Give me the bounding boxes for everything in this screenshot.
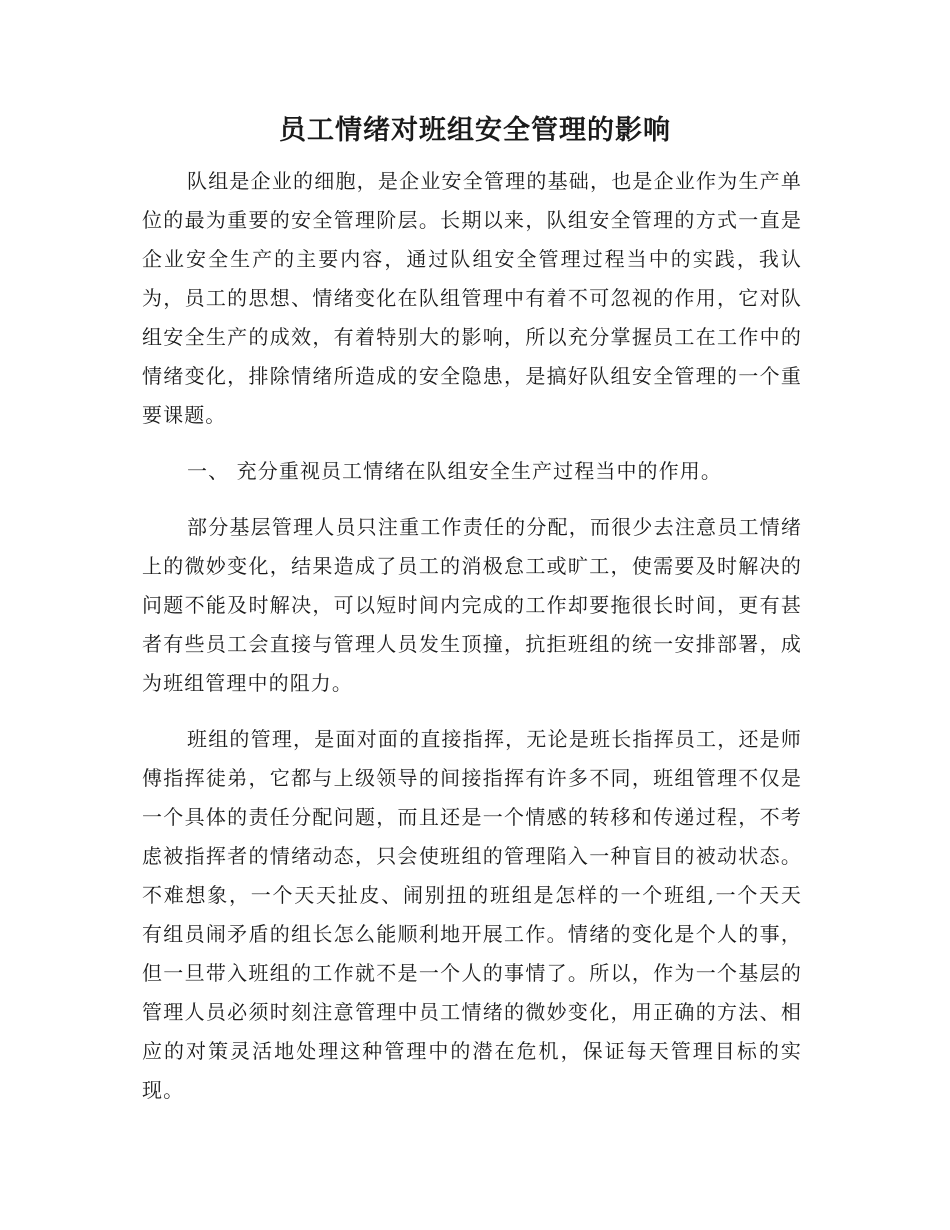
document-body bbox=[142, 162, 802, 1110]
document-title: 员工情绪对班组安全管理的影响 bbox=[279, 115, 671, 146]
paragraph-team-management: 班组的管理，是面对面的直接指挥，无论是班长指挥员工，还是师傅指挥徒弟，它都与上级领导的间接指挥有许多不同，班组管理不仅是一个具体的责任分配问题，而且还是一个情感的转移和传递过程，不考虑被指挥者的情绪动态，只会使班组的管理陷入一种盲目的被动状态。不难想象，一个天天扯皮、闹别扭的班组是怎样的一个班组,一个天天有组员闹矛盾的组长怎么能顺利地开展工作。情绪的变化是个人的事，但一旦带入班组的工作就不是一个人的事情了。所以，作为一个基层的管理人员必须时刻注意管理中员工情绪的微妙变化，用正确的方法、相应的对策灵活地处理这种管理中的潜在危机，保证每天管理目标的实现。 bbox=[142, 727, 802, 1102]
paragraph-management-focus: 部分基层管理人员只注重工作责任的分配，而很少去注意员工情绪上的微妙变化，结果造成了员工的消极怠工或旷工，使需要及时解决的问题不能及时解决，可以短时间内完成的工作却要拖很长时间，更有甚者有些员工会直接与管理人员发生顶撞，抗拒班组的统一安排部署，成为班组管理中的阻力。 bbox=[142, 515, 802, 695]
paragraph-intro: 队组是企业的细胞，是企业安全管理的基础，也是企业作为生产单位的最为重要的安全管理阶层。长期以来，队组安全管理的方式一直是企业安全生产的主要内容，通过队组安全管理过程当中的实践，我认为，员工的思想、情绪变化在队组管理中有着不可忽视的作用，它对队组安全生产的成效，有着特别大的影响，所以充分掌握员工在工作中的情绪变化，排除情绪所造成的安全隐患，是搞好队组安全管理的一个重要课题。 bbox=[142, 169, 802, 427]
section-heading-1: 一、 充分重视员工情绪在队组安全生产过程当中的作用。 bbox=[187, 459, 722, 483]
